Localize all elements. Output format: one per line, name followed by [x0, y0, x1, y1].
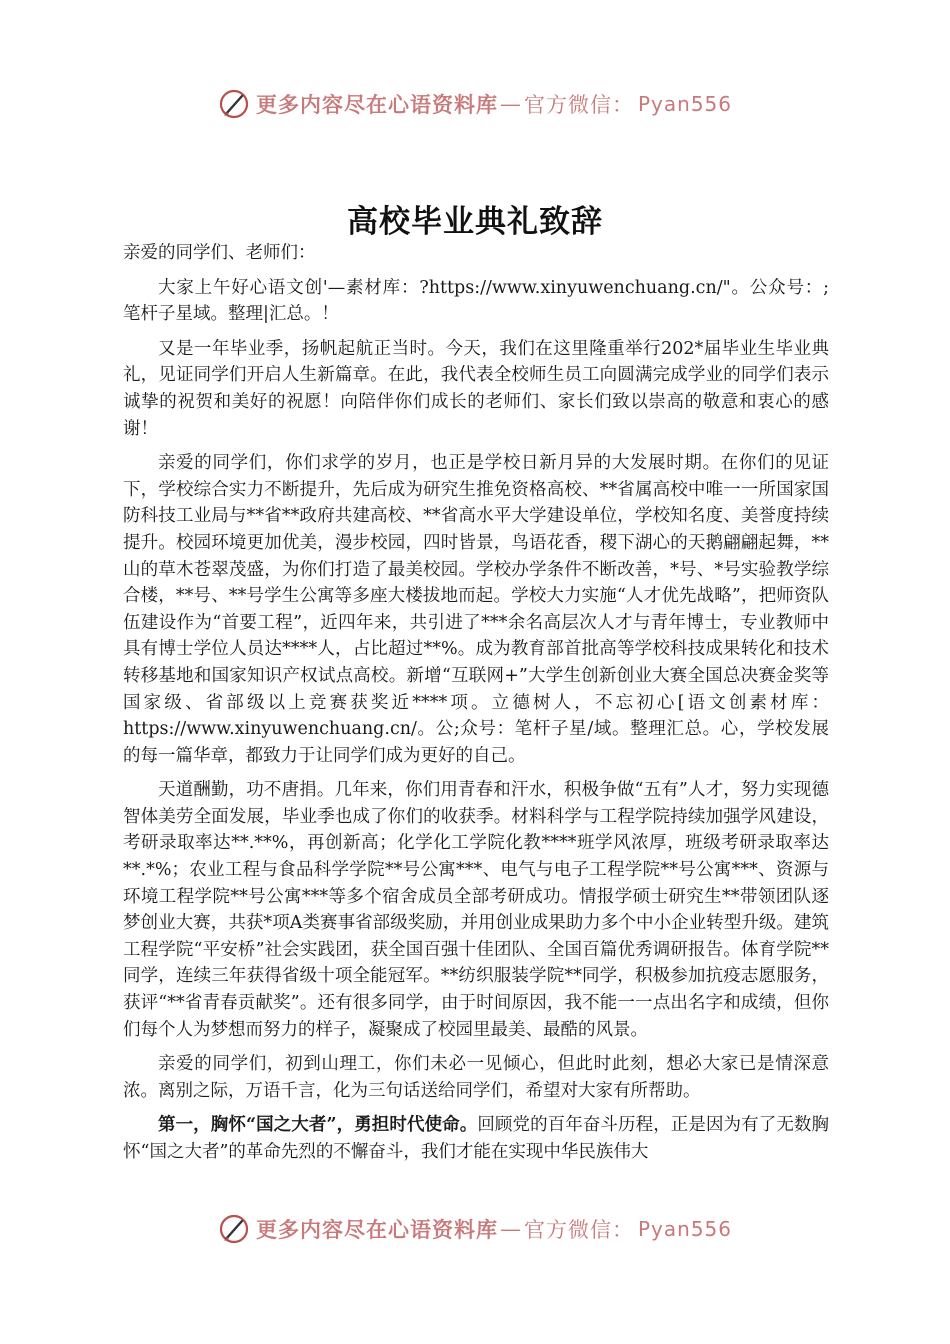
footer-watermark: [0, 1209, 950, 1249]
document-body: [123, 240, 829, 1174]
pen-logo-icon: [218, 88, 250, 120]
paragraph: 天道酬勤，功不唐捐。几年来，你们用青春和汗水，积极争做“五有”人才，努力实现德智体美劳全面发展，毕业季也成了你们的收获季。材料科学与工程学院持续加强学风建设，考研录取率达**.**%，再创新高；化学化工学院化教****班学风浓厚，班级考研录取率达**.*%；农业工程与食品科学学院**号公寓***、电气与电子工程学院**号公寓***、资源与环境工程学院**号公寓***等多个宿舍成员全部考研成功。情报学硕士研究生**带领团队逐梦创业大赛，共获*项A类赛事省部级奖励，并用创业成果助力多个中小企业转型升级。建筑工程学院“平安桥”社会实践团，获全国百强十佳团队、全国百篇优秀调研报告。体育学院**同学，连续三年获得省级十项全能冠军。**纺织服装学院**同学，积极参加抗疫志愿服务，获评“**省青春贡献奖”。还有很多同学，由于时间原因，我不能一一点出名字和成绩，但你们每个人为梦想而努力的样子，凝聚成了校园里最美、最酷的风景。: [123, 780, 829, 1040]
paragraph: 亲爱的同学们，你们求学的岁月，也正是学校日新月异的大发展时期。在你们的见证下，学校综合实力不断提升，先后成为研究生推免资格高校、**省属高校中唯一一所国家国防科技工业局与**省**政府共建高校、**省高水平大学建设单位，学校知名度、美誉度持续提升。校园环境更加优美，漫步校园，四时皆景，鸟语花香，稷下湖心的天鹅翩翩起舞，**山的草木苍翠茂盛，为你们打造了最美校园。学校办学条件不断改善，*号、*号实验教学综合楼，**号、**号学生公寓等多座大楼拔地而起。学校大力实施“人才优先战略”，把师资队伍建设作为“首要工程”，近四年来，共引进了***余名高层次人才与青年博士，专业教师中具有博士学位人员达****人，占比超过**%。成为教育部首批高等学校科技成果转化和技术转移基地和国家知识产权试点高校。新增“互联网+”大学生创新创业大赛全国总决赛金奖等国家级、省部级以上竞赛获奖近****项。立德树人，不忘初心[语文创素材库：https://www.xinyuwenchuang.cn/。公;众号：笔杆子星/域。整理汇总。心，学校发展的每一篇华章，都致力于让同学们成为更好的自己。: [123, 453, 829, 766]
paragraph: 又是一年毕业季，扬帆起航正当时。今天，我们在这里隆重举行202*届毕业生毕业典礼，见证同学们开启人生新篇章。在此，我代表全校师生员工向圆满完成学业的同学们表示诚挚的祝贺和美好的祝愿！向陪伴你们成长的老师们、家长们致以崇高的敬意和衷心的感谢！: [123, 338, 829, 439]
header-watermark: [0, 84, 950, 124]
paragraph: 大家上午好心语文创'—素材库：?https://www.xinyuwenchuang.cn/"。公众号：;笔杆子星域。整理|汇总。！: [123, 277, 829, 325]
paragraph-text: 回顾党的百年奋斗历程，正是因为有了无数胸怀“国之大者”的革命先烈的不懈奋斗，我们才能在实现中华民族伟大: [123, 1115, 829, 1162]
banner-official-label: 官方微信：: [523, 1218, 634, 1242]
banner-separator: —: [499, 1217, 522, 1241]
banner-brand: 更多内容尽在心语资料库: [255, 92, 498, 117]
paragraph: 亲爱的同学们，初到山理工，你们未必一见倾心，但此时此刻，想必大家已是情深意浓。离别之际，万语千言，化为三句话送给同学们，希望对大家有所帮助。: [123, 1054, 829, 1101]
paragraph-final: [123, 1112, 829, 1165]
banner-brand: 更多内容尽在心语资料库: [255, 1217, 498, 1242]
pen-logo-icon: [218, 1213, 250, 1245]
banner-official-label: 官方微信：: [523, 93, 634, 117]
banner-wechat-id: Pyan556: [637, 1217, 732, 1241]
paragraph-lead: 第一，胸怀“国之大者”，勇担时代使命。: [158, 1115, 478, 1136]
banner-wechat-id: Pyan556: [637, 92, 732, 116]
salutation: 亲爱的同学们、老师们：: [123, 243, 316, 263]
page-title: 高校毕业典礼致辞: [347, 204, 603, 240]
banner-separator: —: [499, 92, 522, 116]
